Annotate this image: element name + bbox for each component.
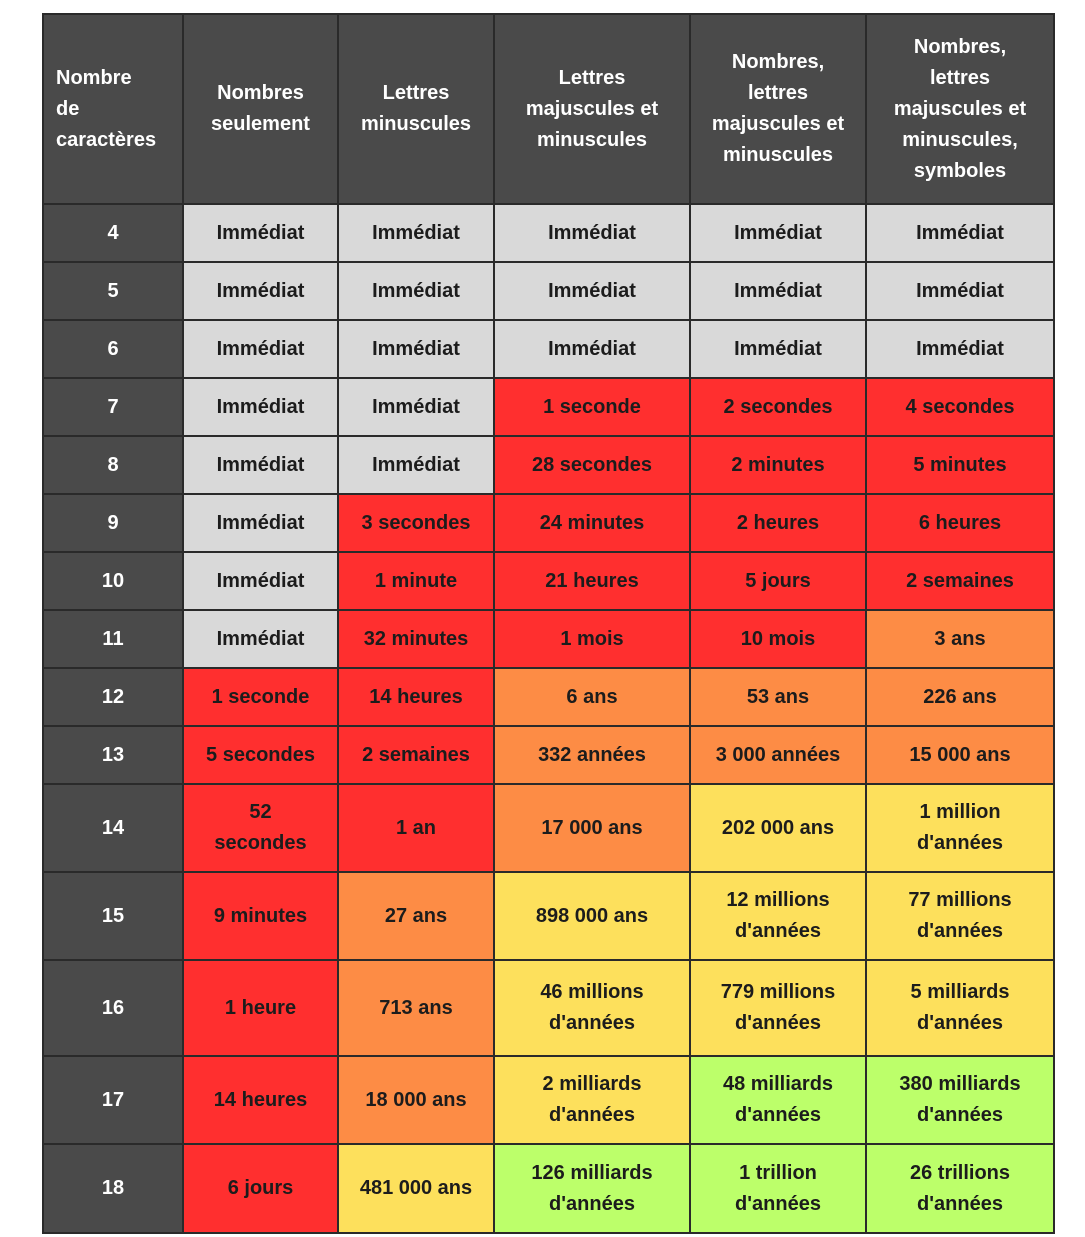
crack-time-cell	[690, 1144, 866, 1233]
crack-time-text: 779 millions	[720, 981, 836, 1003]
crack-time-text: d'années	[917, 1012, 1003, 1034]
crack-time-text: 15 000 ans	[909, 743, 1011, 766]
table-row	[43, 784, 1054, 872]
crack-time-cell	[494, 1056, 690, 1144]
crack-time-text: 52	[249, 801, 272, 823]
table-row	[43, 552, 1054, 610]
crack-time-text: 126 milliards	[531, 1161, 653, 1184]
crack-time-cell	[338, 1144, 494, 1233]
column-header-chars	[43, 14, 183, 204]
crack-time-text: 2 heures	[736, 511, 820, 534]
crack-time-text: 28 secondes	[531, 453, 653, 476]
crack-time-text: 48 milliards	[722, 1073, 834, 1095]
crack-time-text: 4 secondes	[905, 395, 1015, 418]
table-row	[43, 960, 1054, 1056]
crack-time-text: d'années	[549, 1192, 635, 1215]
column-header-line: Nombres	[217, 82, 304, 104]
row-header-char-count: 10	[43, 552, 183, 610]
crack-time-text: 1 an	[395, 816, 437, 839]
row-header-char-count: 7	[43, 378, 183, 436]
crack-time-cell	[183, 610, 338, 668]
crack-time-cell	[494, 1144, 690, 1233]
crack-time-cell	[494, 872, 690, 960]
password-crack-time-table	[42, 13, 1055, 1234]
row-header-char-count: 9	[43, 494, 183, 552]
crack-time-cell	[690, 1056, 866, 1144]
crack-time-text: 27 ans	[384, 904, 448, 927]
crack-time-cell	[183, 204, 338, 262]
crack-time-cell	[494, 960, 690, 1056]
crack-time-cell	[866, 1056, 1054, 1144]
crack-time-text: 2 secondes	[723, 395, 833, 418]
crack-time-cell	[183, 726, 338, 784]
crack-time-text: 26 trillions	[909, 1161, 1011, 1184]
row-header-char-count: 11	[43, 610, 183, 668]
column-header-line: Lettres	[558, 66, 626, 89]
column-header-line: minuscules,	[902, 128, 1018, 151]
column-header-line: majuscules et	[525, 97, 659, 120]
crack-time-cell	[183, 378, 338, 436]
column-header-line: majuscules et	[711, 113, 845, 135]
row-header-char-count: 14	[43, 784, 183, 872]
column-header-line: caractères	[56, 128, 157, 151]
column-header-line: de	[56, 97, 80, 120]
crack-time-text: Immédiat	[372, 279, 460, 302]
crack-time-text: 53 ans	[746, 685, 810, 708]
crack-time-cell	[866, 872, 1054, 960]
crack-time-cell	[494, 378, 690, 436]
column-header-all-symbols	[866, 14, 1054, 204]
crack-time-cell	[338, 552, 494, 610]
crack-time-text: Immédiat	[216, 395, 305, 418]
crack-time-cell	[494, 262, 690, 320]
crack-time-text: 5 secondes	[206, 743, 315, 766]
crack-time-text: 1 minute	[374, 569, 458, 592]
crack-time-text: Immédiat	[216, 337, 305, 360]
table-row	[43, 726, 1054, 784]
crack-time-text: 5 milliards	[910, 981, 1010, 1003]
crack-time-cell	[690, 552, 866, 610]
row-header-char-count: 15	[43, 872, 183, 960]
crack-time-text: 481 000 ans	[359, 1177, 473, 1199]
crack-time-cell	[183, 320, 338, 378]
crack-time-cell	[866, 960, 1054, 1056]
crack-time-text: d'années	[917, 920, 1003, 942]
crack-time-text: 898 000 ans	[535, 904, 649, 927]
crack-time-text: 2 semaines	[362, 743, 470, 766]
crack-time-cell	[866, 726, 1054, 784]
crack-time-text: d'années	[917, 1192, 1003, 1215]
crack-time-text: 1 mois	[560, 627, 624, 650]
crack-time-cell	[866, 378, 1054, 436]
crack-time-text: secondes	[214, 832, 307, 854]
row-header-char-count: 17	[43, 1056, 183, 1144]
crack-time-cell	[866, 320, 1054, 378]
crack-time-text: 24 minutes	[539, 511, 645, 534]
column-header-numbers-only	[183, 14, 338, 204]
crack-time-text: d'années	[917, 1104, 1003, 1126]
crack-time-cell	[338, 494, 494, 552]
column-header-line: minuscules	[360, 113, 472, 135]
row-header-char-count: 12	[43, 668, 183, 726]
crack-time-text: Immédiat	[548, 221, 636, 244]
crack-time-text: 9 minutes	[213, 904, 308, 927]
crack-time-cell	[690, 436, 866, 494]
crack-time-text: d'années	[917, 832, 1003, 854]
crack-time-text: 3 secondes	[361, 511, 471, 534]
crack-time-text: 2 minutes	[731, 453, 825, 476]
crack-time-cell	[690, 494, 866, 552]
crack-time-cell	[183, 668, 338, 726]
crack-time-cell	[183, 262, 338, 320]
crack-time-text: 12 millions	[726, 889, 830, 911]
crack-time-text: Immédiat	[372, 221, 460, 244]
crack-time-text: Immédiat	[216, 511, 305, 534]
crack-time-text: 713 ans	[379, 996, 453, 1019]
column-header-lowercase	[338, 14, 494, 204]
crack-time-cell	[690, 872, 866, 960]
crack-time-text: 6 jours	[227, 1177, 294, 1199]
crack-time-text: Immédiat	[372, 337, 460, 360]
header-row	[43, 14, 1054, 204]
crack-time-cell	[183, 436, 338, 494]
crack-time-cell	[338, 784, 494, 872]
crack-time-text: d'années	[735, 1012, 821, 1034]
crack-time-cell	[183, 1056, 338, 1144]
crack-time-text: Immédiat	[548, 337, 636, 360]
crack-time-cell	[690, 378, 866, 436]
crack-time-text: 3 ans	[934, 627, 986, 650]
crack-time-cell	[183, 784, 338, 872]
column-header-line: Lettres	[382, 82, 450, 104]
column-header-line: minuscules	[722, 144, 834, 166]
crack-time-text: 1 trillion	[739, 1161, 817, 1184]
crack-time-text: 226 ans	[923, 685, 997, 708]
crack-time-cell	[494, 494, 690, 552]
crack-time-text: 1 heure	[224, 996, 297, 1019]
crack-time-text: 332 années	[538, 743, 646, 766]
crack-time-text: 18 000 ans	[365, 1088, 467, 1111]
crack-time-cell	[338, 726, 494, 784]
crack-time-text: d'années	[735, 1104, 821, 1126]
crack-time-cell	[494, 552, 690, 610]
crack-time-cell	[690, 784, 866, 872]
crack-time-text: 14 heures	[369, 685, 463, 708]
row-header-char-count: 6	[43, 320, 183, 378]
crack-time-cell	[338, 960, 494, 1056]
crack-time-cell	[866, 494, 1054, 552]
crack-time-cell	[183, 872, 338, 960]
crack-time-cell	[866, 204, 1054, 262]
row-header-char-count: 13	[43, 726, 183, 784]
crack-time-cell	[866, 784, 1054, 872]
row-header-char-count: 4	[43, 204, 183, 262]
column-header-mixed-case	[494, 14, 690, 204]
table-row	[43, 1144, 1054, 1233]
table-row	[43, 320, 1054, 378]
crack-time-cell	[690, 262, 866, 320]
crack-time-text: d'années	[549, 1012, 635, 1034]
crack-time-cell	[338, 262, 494, 320]
crack-time-cell	[338, 668, 494, 726]
table-row	[43, 668, 1054, 726]
crack-time-text: Immédiat	[372, 453, 460, 476]
column-header-line: Nombres,	[913, 35, 1007, 58]
crack-time-cell	[183, 1144, 338, 1233]
column-header-line: lettres	[929, 66, 991, 89]
crack-time-cell	[494, 726, 690, 784]
crack-time-cell	[494, 668, 690, 726]
table-row	[43, 436, 1054, 494]
crack-time-text: 32 minutes	[363, 627, 469, 650]
table-body	[43, 204, 1054, 1233]
crack-time-cell	[183, 552, 338, 610]
row-header-char-count: 16	[43, 960, 183, 1056]
crack-time-cell	[338, 204, 494, 262]
crack-time-cell	[338, 1056, 494, 1144]
table-row	[43, 262, 1054, 320]
crack-time-cell	[866, 1144, 1054, 1233]
crack-time-text: 10 mois	[740, 627, 816, 650]
column-header-line: lettres	[747, 82, 809, 104]
crack-time-cell	[690, 610, 866, 668]
column-header-line: minuscules	[536, 128, 648, 151]
crack-time-cell	[338, 872, 494, 960]
crack-time-cell	[338, 378, 494, 436]
table-row	[43, 378, 1054, 436]
crack-time-cell	[866, 552, 1054, 610]
crack-time-cell	[494, 784, 690, 872]
crack-time-text: 2 semaines	[906, 569, 1014, 592]
crack-time-text: Immédiat	[216, 221, 305, 244]
crack-time-text: 202 000 ans	[721, 816, 835, 839]
crack-time-text: Immédiat	[372, 395, 460, 418]
crack-time-text: Immédiat	[216, 569, 305, 592]
crack-time-text: 6 heures	[918, 511, 1002, 534]
crack-time-text: Immédiat	[916, 279, 1004, 302]
crack-time-text: 1 million	[919, 801, 1001, 823]
column-header-line: majuscules et	[893, 97, 1027, 120]
crack-time-cell	[494, 610, 690, 668]
column-header-line: Nombres,	[731, 51, 825, 73]
crack-time-text: Immédiat	[734, 221, 822, 244]
crack-time-text: 5 jours	[745, 569, 811, 592]
crack-time-cell	[690, 960, 866, 1056]
crack-time-text: Immédiat	[734, 279, 822, 302]
crack-time-text: Immédiat	[216, 453, 305, 476]
crack-time-text: 17 000 ans	[541, 816, 643, 839]
table-row	[43, 204, 1054, 262]
crack-time-text: 1 seconde	[543, 395, 641, 418]
crack-time-text: 380 milliards	[899, 1073, 1021, 1095]
crack-time-text: 1 seconde	[211, 685, 310, 708]
crack-time-cell	[690, 320, 866, 378]
crack-time-cell	[494, 320, 690, 378]
crack-time-text: 2 milliards	[542, 1073, 642, 1095]
crack-time-text: d'années	[549, 1104, 635, 1126]
row-header-char-count: 5	[43, 262, 183, 320]
crack-time-text: Immédiat	[916, 337, 1004, 360]
column-header-alphanumeric	[690, 14, 866, 204]
crack-time-text: Immédiat	[216, 279, 305, 302]
row-header-char-count: 18	[43, 1144, 183, 1233]
column-header-line: seulement	[211, 113, 310, 135]
table-row	[43, 494, 1054, 552]
crack-time-cell	[690, 204, 866, 262]
crack-time-cell	[690, 668, 866, 726]
crack-time-cell	[866, 610, 1054, 668]
crack-time-text: d'années	[735, 1192, 821, 1215]
crack-time-text: 3 000 années	[715, 743, 841, 766]
table-row	[43, 872, 1054, 960]
crack-time-text: Immédiat	[916, 221, 1004, 244]
crack-time-cell	[338, 610, 494, 668]
crack-time-cell	[866, 668, 1054, 726]
crack-time-cell	[866, 262, 1054, 320]
crack-time-text: 21 heures	[545, 569, 639, 592]
crack-time-text: Immédiat	[548, 279, 636, 302]
crack-time-text: 77 millions	[908, 889, 1012, 911]
column-header-line: Nombre	[56, 66, 132, 89]
table-row	[43, 610, 1054, 668]
table-row	[43, 1056, 1054, 1144]
crack-time-text: 14 heures	[213, 1088, 308, 1111]
crack-time-cell	[183, 494, 338, 552]
crack-time-text: 6 ans	[566, 685, 618, 708]
crack-time-cell	[494, 204, 690, 262]
crack-time-text: 46 millions	[540, 981, 644, 1003]
crack-time-cell	[338, 436, 494, 494]
crack-time-cell	[866, 436, 1054, 494]
row-header-char-count: 8	[43, 436, 183, 494]
crack-time-text: d'années	[735, 920, 821, 942]
table-header	[43, 14, 1054, 204]
crack-time-cell	[494, 436, 690, 494]
crack-time-cell	[690, 726, 866, 784]
column-header-line: symboles	[913, 159, 1007, 182]
crack-time-cell	[338, 320, 494, 378]
crack-time-text: Immédiat	[734, 337, 822, 360]
crack-time-cell	[183, 960, 338, 1056]
crack-time-text: Immédiat	[216, 627, 305, 650]
crack-time-text: 5 minutes	[913, 453, 1007, 476]
